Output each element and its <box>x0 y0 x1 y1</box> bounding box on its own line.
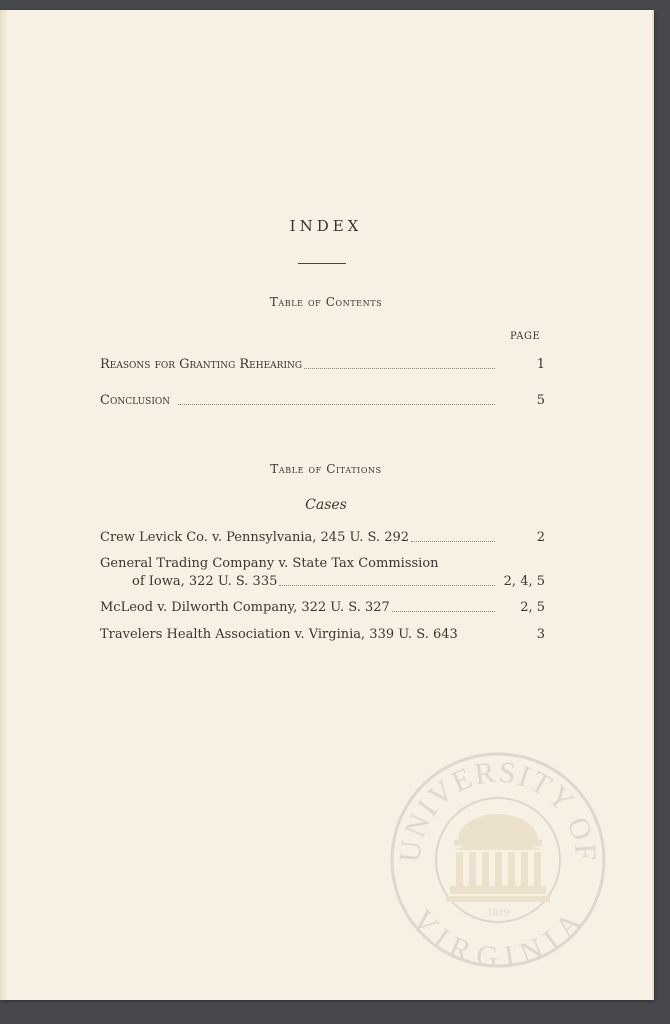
document-page <box>0 10 654 1000</box>
seal-text-top: UNIVERSITY OF <box>393 755 603 864</box>
toc-entry-label: Conclusion <box>100 393 171 408</box>
toc-entry <box>100 393 545 413</box>
case-entry <box>100 600 545 620</box>
dot-leader <box>411 530 495 542</box>
dot-leader <box>279 574 495 586</box>
case-entry <box>100 556 545 576</box>
dot-leader <box>178 393 495 405</box>
case-citation: McLeod v. Dilworth Company, 322 U. S. 327 <box>100 600 390 615</box>
case-pages: 2, 5 <box>520 600 545 615</box>
index-title: INDEX <box>289 217 363 235</box>
case-citation: General Trading Company v. State Tax Commission <box>100 556 439 571</box>
case-entry-continued <box>100 574 545 594</box>
toc-entry-page: 1 <box>536 357 545 372</box>
toc-entry <box>100 357 545 377</box>
case-entry <box>100 530 545 550</box>
cases-heading: Cases <box>305 497 347 513</box>
case-pages: 2, 4, 5 <box>503 574 545 589</box>
dot-leader <box>392 600 495 612</box>
page-column-label: PAGE <box>510 331 541 342</box>
citations-heading: Table of Citations <box>270 462 382 476</box>
case-citation-continued: of Iowa, 322 U. S. 335 <box>132 574 278 589</box>
case-citation: Travelers Health Association v. Virginia, 339 U. S. 643 <box>100 627 458 642</box>
university-seal-watermark <box>390 752 606 968</box>
toc-entry-label: Reasons for Granting Rehearing <box>100 357 303 372</box>
seal-text-bottom: VIRGINIA <box>405 903 591 968</box>
case-pages: 3 <box>536 627 545 642</box>
toc-heading: Table of Contents <box>269 295 383 309</box>
toc-entry-page: 5 <box>536 393 545 408</box>
case-entry <box>100 627 545 647</box>
case-citation: Crew Levick Co. v. Pennsylvania, 245 U. S. 292 <box>100 530 410 545</box>
dot-leader <box>304 357 495 369</box>
rotunda-icon <box>446 814 550 902</box>
title-rule <box>298 263 346 264</box>
case-pages: 2 <box>536 530 545 545</box>
seal-year: 1819 <box>487 907 509 919</box>
